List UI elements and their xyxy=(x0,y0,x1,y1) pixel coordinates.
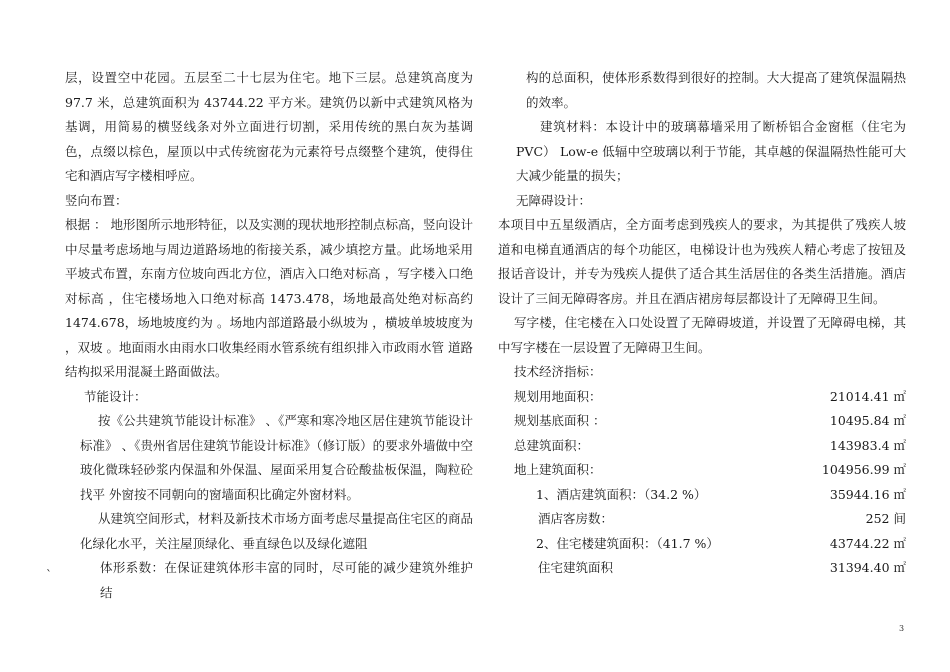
right-paragraph-materials: 建筑材料：本设计中的玻璃幕墙采用了断桥铝合金窗框（住宅为 PVC） Low-e 低辐中空玻璃以利于节能，其卓越的保温隔热性能可大大减少能量的损失； xyxy=(516,119,906,183)
stat-label: 规划基底面积 ： xyxy=(514,413,606,428)
stat-value: 143983.4 ㎡ xyxy=(829,437,906,453)
stat-label: 住宅建筑面积 xyxy=(538,560,614,575)
page-number: 3 xyxy=(899,624,905,633)
stat-label: 总建筑面积： xyxy=(514,437,590,453)
heading-vertical-layout: 竖向布置： xyxy=(65,192,128,208)
stat-value: 31394.40 ㎡ xyxy=(829,560,906,575)
left-paragraph-building-overview: 层，设置空中花园。五层至二十七层为住宅。地下三层。总建筑高度为 97.7 米，总建筑面积为 43744.22 平方米。建筑仍以新中式建筑风格为基调，用简易的横竖线条对外立面进行切割，采用传统的黑白灰为基调色，点缀以棕色，屋顶以中式传统窗花为元素符号点缀整个建筑，使得住宅和酒店写字楼相呼应。 xyxy=(65,70,473,183)
stat-label: 地上建筑面积： xyxy=(514,462,602,477)
left-paragraph-vertical-layout: 根据 ： 地形图所示地形特征，以及实测的现状地形控制点标高，竖向设计中尽量考虑场地与周边道路场地的衔接关系，减少填挖方量。此场地采用平坡式布置，东南方位坡向西北方位，酒店入口绝对标高 ，写字楼入口绝对标高 ，住宅楼场地入口绝对标高 1473.478，场地最高处绝对标高约 1474.678，场地坡度约为 。场地内部道路最小纵坡为 ，横坡单坡坡度为 ，双坡 。地面雨水由雨水口收集经雨水管系统有组织排入市政雨水管 道路结构拟采用混凝土路面做法。 xyxy=(65,217,473,379)
right-column xyxy=(498,66,906,581)
technical-indicators-table xyxy=(498,385,906,581)
stat-label: 酒店客房数： xyxy=(538,511,614,526)
stat-value: 252 间 xyxy=(865,511,906,526)
left-paragraph-shape-coefficient: 体形系数：在保证建筑体形丰富的同时，尽可能的减少建筑外维护结 xyxy=(100,560,473,600)
heading-accessibility-design: 无障碍设计： xyxy=(516,192,592,208)
right-paragraph-hotel-accessibility: 本项目中五星级酒店，全方面考虑到残疾人的要求，为其提供了残疾人坡道和电梯直通酒店的每个功能区，电梯设计也为残疾人精心考虑了按钮及报话音设计，并专为残疾人提供了适合其生活居住的各类生活措施。酒店设计了三间无障碍客房。并且在酒店裙房每层都设计了无障碍卫生间。 xyxy=(498,217,906,306)
stat-value: 10495.84 ㎡ xyxy=(829,413,906,428)
stray-mark: ` xyxy=(46,568,52,582)
stat-row xyxy=(498,458,906,483)
heading-technical-indicators: 技术经济指标： xyxy=(514,364,602,379)
stat-row xyxy=(498,409,906,434)
right-paragraph-efficiency: 构的总面积，使体形系数得到很好的控制。大大提高了建筑保温隔热的效率。 xyxy=(526,70,906,110)
stat-row xyxy=(498,483,906,508)
left-paragraph-energy-standards: 按《公共建筑节能设计标准》 、《严寒和寒冷地区居住建筑节能设计标准》 、《贵州省居住建筑节能设计标准》（修订版）的要求外墙做中空玻化微珠轻砂浆内保温和外保温、屋面采用复合砼酸盐板保温，陶粒砼找平 外窗按不同朝向的窗墙面积比确定外窗材料。 xyxy=(80,413,473,502)
left-paragraph-greening: 从建筑空间形式，材料及新技术市场方面考虑尽量提高住宅区的商品化绿化水平，关注屋顶绿化、垂直绿色以及绿化遮阻 xyxy=(80,511,474,551)
stat-label: 2、住宅楼建筑面积：（41.7 %） xyxy=(536,535,719,551)
stat-value: 21014.41 ㎡ xyxy=(829,388,906,404)
stat-row xyxy=(498,507,906,532)
stat-row xyxy=(498,385,906,410)
stat-value: 43744.22 ㎡ xyxy=(829,535,906,551)
left-column xyxy=(48,66,473,605)
stat-row xyxy=(498,532,906,557)
stat-row xyxy=(498,434,906,459)
stat-value: 104956.99 ㎡ xyxy=(821,462,906,477)
stat-label: 1、酒店建筑面积：（34.2 %） xyxy=(536,486,707,502)
stat-row xyxy=(498,556,906,581)
heading-energy-design: 节能设计： xyxy=(84,388,147,404)
stat-value: 35944.16 ㎡ xyxy=(829,486,906,502)
stat-label: 规划用地面积： xyxy=(514,388,602,404)
right-paragraph-office-accessibility: 写字楼，住宅楼在入口处设置了无障碍坡道，并设置了无障碍电梯，其中写字楼在一层设置了无障碍卫生间。 xyxy=(498,315,906,355)
